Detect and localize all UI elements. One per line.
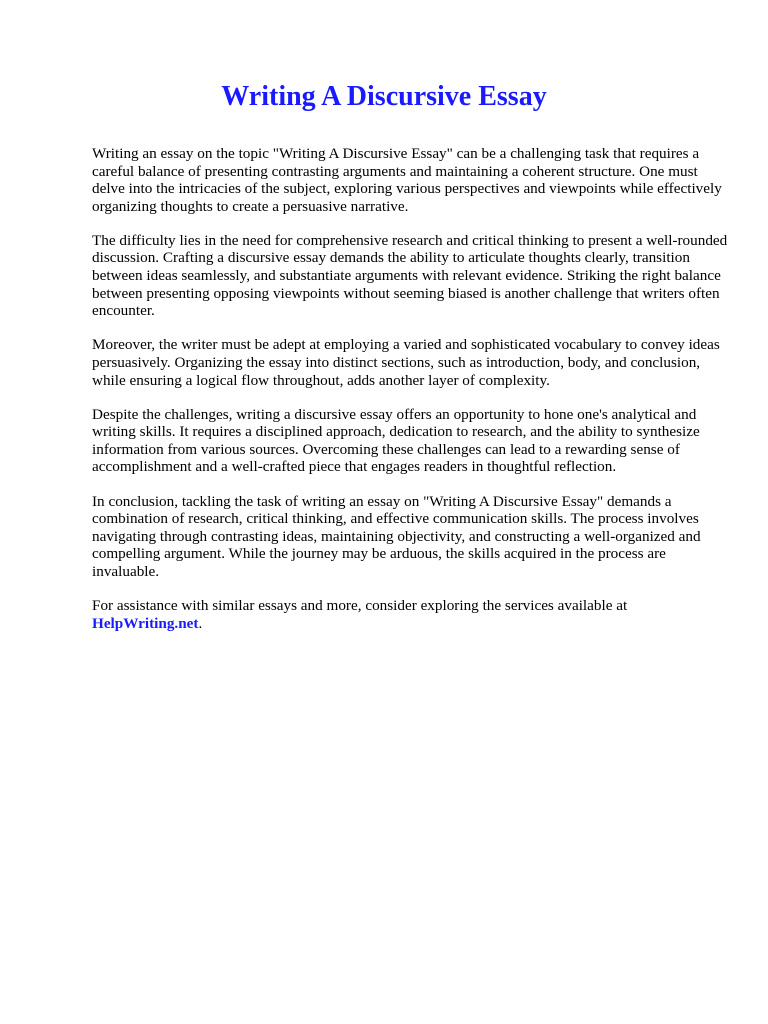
paragraph-5: In conclusion, tackling the task of writing an essay on "Writing A Discursive Essay" demands a combination of research, critical thinking, and effective communication skills. The process involves navigating through contrasting ideas, maintaining objectivity, and constructing a well-organized and compelling argument. While the journey may be arduous, the skills acquired in the process are invaluable. xyxy=(92,492,701,580)
paragraph-2: The difficulty lies in the need for comprehensive research and critical thinking to present a well-rounded discussion. Crafting a discursive essay demands the ability to articulate thoughts clearly, transition between ideas seamlessly, and substantiate arguments with relevant evidence. Striking the right balance between presenting opposing viewpoints without seeming biased is another challenge that writers often encounter. xyxy=(92,231,728,320)
closing-paragraph xyxy=(92,597,732,632)
paragraph-3: Moreover, the writer must be adept at employing a varied and sophisticated vocabulary to convey ideas persuasively. Organizing the essay into distinct sections, such as introduction, body, and conclusion, while ensuring a logical flow throughout, adds another layer of complexity. xyxy=(92,336,720,389)
closing-suffix: . xyxy=(198,614,203,632)
page-title: Writing A Discursive Essay xyxy=(221,81,547,112)
document-body xyxy=(92,145,732,649)
closing-text: For assistance with similar essays and more, consider exploring the services available at xyxy=(92,596,628,614)
paragraph-4: Despite the challenges, writing a discursive essay offers an opportunity to hone one's analytical and writing skills. It requires a disciplined approach, dedication to research, and the ability to synthesize information from various sources. Overcoming these challenges can lead to a rewarding sense of accomplishment and a well-crafted piece that engages readers in thoughtful reflection. xyxy=(92,405,700,476)
helpwriting-link[interactable]: HelpWriting.net xyxy=(92,614,199,632)
paragraph-1: Writing an essay on the topic "Writing A Discursive Essay" can be a challenging task that requires a careful balance of presenting contrasting arguments and maintaining a coherent structure. One must delve into the intricacies of the subject, exploring various perspectives and viewpoints while effectively organizing thoughts to create a persuasive narrative. xyxy=(92,145,722,215)
